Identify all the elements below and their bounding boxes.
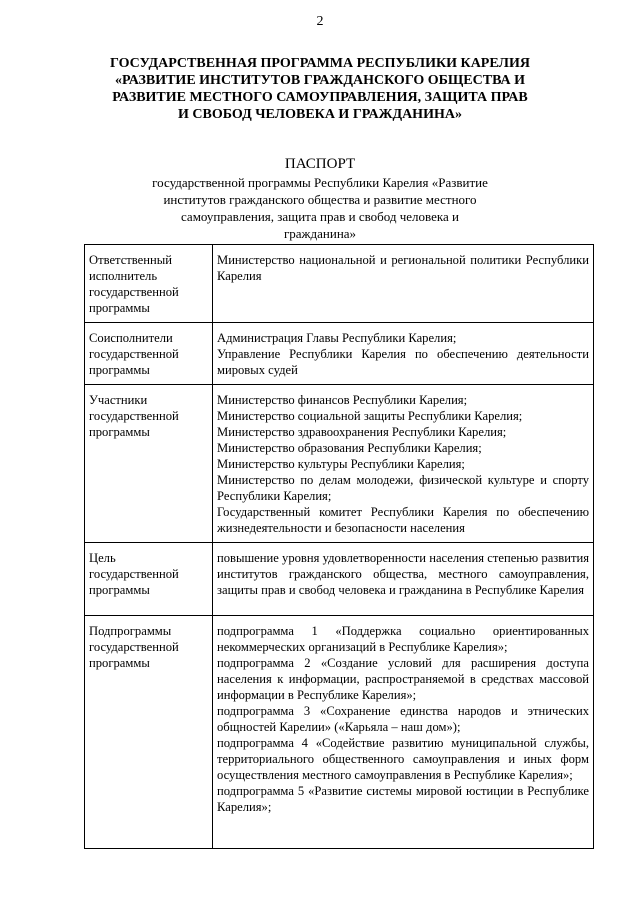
passport-subtitle: государственной программы Республики Карелия «Развитие институтов гражданского общества и развитие местного самоуправления, защита прав и свобод человека и гражданина» (152, 175, 488, 241)
passport-heading: ПАСПОРТ (284, 156, 356, 172)
row-label: Ответственный исполнитель государственной программы (85, 245, 213, 323)
passport-table (84, 244, 594, 849)
value-line: Администрация Главы Республики Карелия; (217, 331, 457, 345)
value-line: Министерство по делам молодежи, физической культуре и спорту Республики Карелия; (217, 473, 589, 503)
value-line: Министерство финансов Республики Карелия; (217, 393, 468, 407)
table-row-participants (85, 385, 594, 543)
table-row-subprograms (85, 616, 594, 849)
row-label: Соисполнители государственной программы (85, 323, 213, 385)
program-title: ГОСУДАРСТВЕННАЯ ПРОГРАММА РЕСПУБЛИКИ КАРЕЛИЯ «РАЗВИТИЕ ИНСТИТУТОВ ГРАЖДАНСКОГО ОБЩЕСТВА И РАЗВИТИЕ МЕСТНОГО САМОУПРАВЛЕНИЯ, ЗАЩИТА ПРАВ И СВОБОД ЧЕЛОВЕКА И ГРАЖДАНИНА» (110, 56, 530, 122)
row-label: Подпрограммы государственной программы (85, 616, 213, 849)
value-line: Министерство здравоохранения Республики Карелия; (217, 425, 507, 439)
row-value (213, 543, 594, 616)
value-line: Министерство социальной защиты Республики Карелия; (217, 409, 523, 423)
row-value (213, 245, 594, 323)
row-label: Участники государственной программы (85, 385, 213, 543)
value-line: подпрограмма 1 «Поддержка социально ориентированных некоммерческих организаций в Республике Карелия»; (217, 624, 589, 654)
table-row-goal (85, 543, 594, 616)
value-line: Министерство национальной и региональной политики Республики Карелия (217, 253, 589, 283)
row-value (213, 323, 594, 385)
row-label: Цель государственной программы (85, 543, 213, 616)
value-line: Министерство культуры Республики Карелия; (217, 457, 465, 471)
value-line: Министерство образования Республики Карелия; (217, 441, 482, 455)
page-number: 2 (316, 14, 324, 29)
value-line: подпрограмма 3 «Сохранение единства народов и этнических общностей Карелии» («Карьяла – наш дом»); (217, 704, 589, 734)
value-line: Государственный комитет Республики Карелия по обеспечению жизнедеятельности и безопасности населения (217, 505, 589, 535)
value-line: подпрограмма 2 «Создание условий для расширения доступа населения к информации, распространяемой в средствах массовой информации в Республике Карелия»; (217, 656, 589, 702)
value-line: подпрограмма 5 «Развитие системы мировой юстиции в Республике Карелия»; (217, 784, 589, 814)
value-line: подпрограмма 4 «Содействие развитию муниципальной службы, территориального общественного самоуправления и иных форм осуществления местного самоуправления в Республике Карелия»; (217, 736, 589, 782)
value-line: повышение уровня удовлетворенности населения степенью развития институтов гражданского общества, местного самоуправления, защиты прав и свобод человека и гражданина в Республике Карелия (217, 551, 589, 597)
table-row-co-executors (85, 323, 594, 385)
table-row-responsible (85, 245, 594, 323)
row-value (213, 385, 594, 543)
value-line: Управление Республики Карелия по обеспечению деятельности мировых судей (217, 347, 589, 377)
row-value (213, 616, 594, 849)
